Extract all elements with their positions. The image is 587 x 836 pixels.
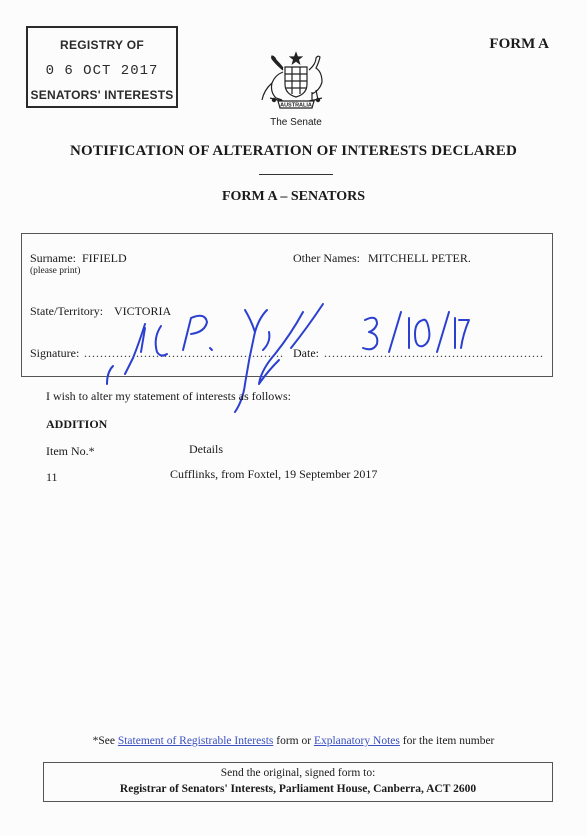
stamp-line-1: REGISTRY OF xyxy=(60,38,144,52)
stamp-date: 0 6 OCT 2017 xyxy=(45,63,159,79)
surname-label: Surname: xyxy=(30,251,76,265)
state-label: State/Territory: xyxy=(30,304,104,318)
footnote xyxy=(0,735,587,747)
page-title: NOTIFICATION OF ALTERATION OF INTERESTS DECLARED xyxy=(69,143,518,159)
item-number: 11 xyxy=(46,470,58,484)
other-names-value: MITCHELL PETER. xyxy=(368,251,471,265)
footnote-prefix: *See xyxy=(92,735,118,747)
item-details: Cufflinks, from Foxtel, 19 September 2017 xyxy=(170,467,378,481)
footnote-suffix: for the item number xyxy=(399,735,495,747)
section-heading: ADDITION xyxy=(46,417,108,431)
date-label: Date: xyxy=(293,346,319,360)
signature-label: Signature: xyxy=(30,346,80,360)
surname-value: FIFIELD xyxy=(82,251,127,265)
other-names-label: Other Names: xyxy=(293,251,360,265)
registry-stamp xyxy=(26,26,178,108)
state-value: VICTORIA xyxy=(114,304,172,318)
form-label: FORM A xyxy=(489,36,549,52)
send-instruction: Send the original, signed form to: xyxy=(220,767,376,779)
send-to-box xyxy=(43,762,553,802)
column-header-details: Details xyxy=(189,442,223,456)
page-subtitle: FORM A – SENATORS xyxy=(221,189,365,204)
date-line: ....................................................... xyxy=(324,346,544,360)
statement-link[interactable]: Statement of Registrable Interests xyxy=(117,735,274,747)
explanatory-notes-link[interactable]: Explanatory Notes xyxy=(313,735,400,747)
stamp-line-3: SENATORS' INTERESTS xyxy=(30,88,174,102)
intro-text: I wish to alter my statement of interests as follows: xyxy=(46,389,291,403)
coat-of-arms-icon xyxy=(256,50,336,112)
registrar-address: Registrar of Senators' Interests, Parliament House, Canberra, ACT 2600 xyxy=(119,783,477,795)
column-header-item: Item No.* xyxy=(46,444,95,458)
senate-caption: The Senate xyxy=(270,117,322,128)
crest-scroll-text: AUSTRALIA xyxy=(280,102,312,109)
footnote-middle: form or xyxy=(273,735,314,747)
signature-line: .................................................. xyxy=(84,346,284,360)
print-hint: (please print) xyxy=(30,266,81,276)
title-divider xyxy=(259,174,333,175)
